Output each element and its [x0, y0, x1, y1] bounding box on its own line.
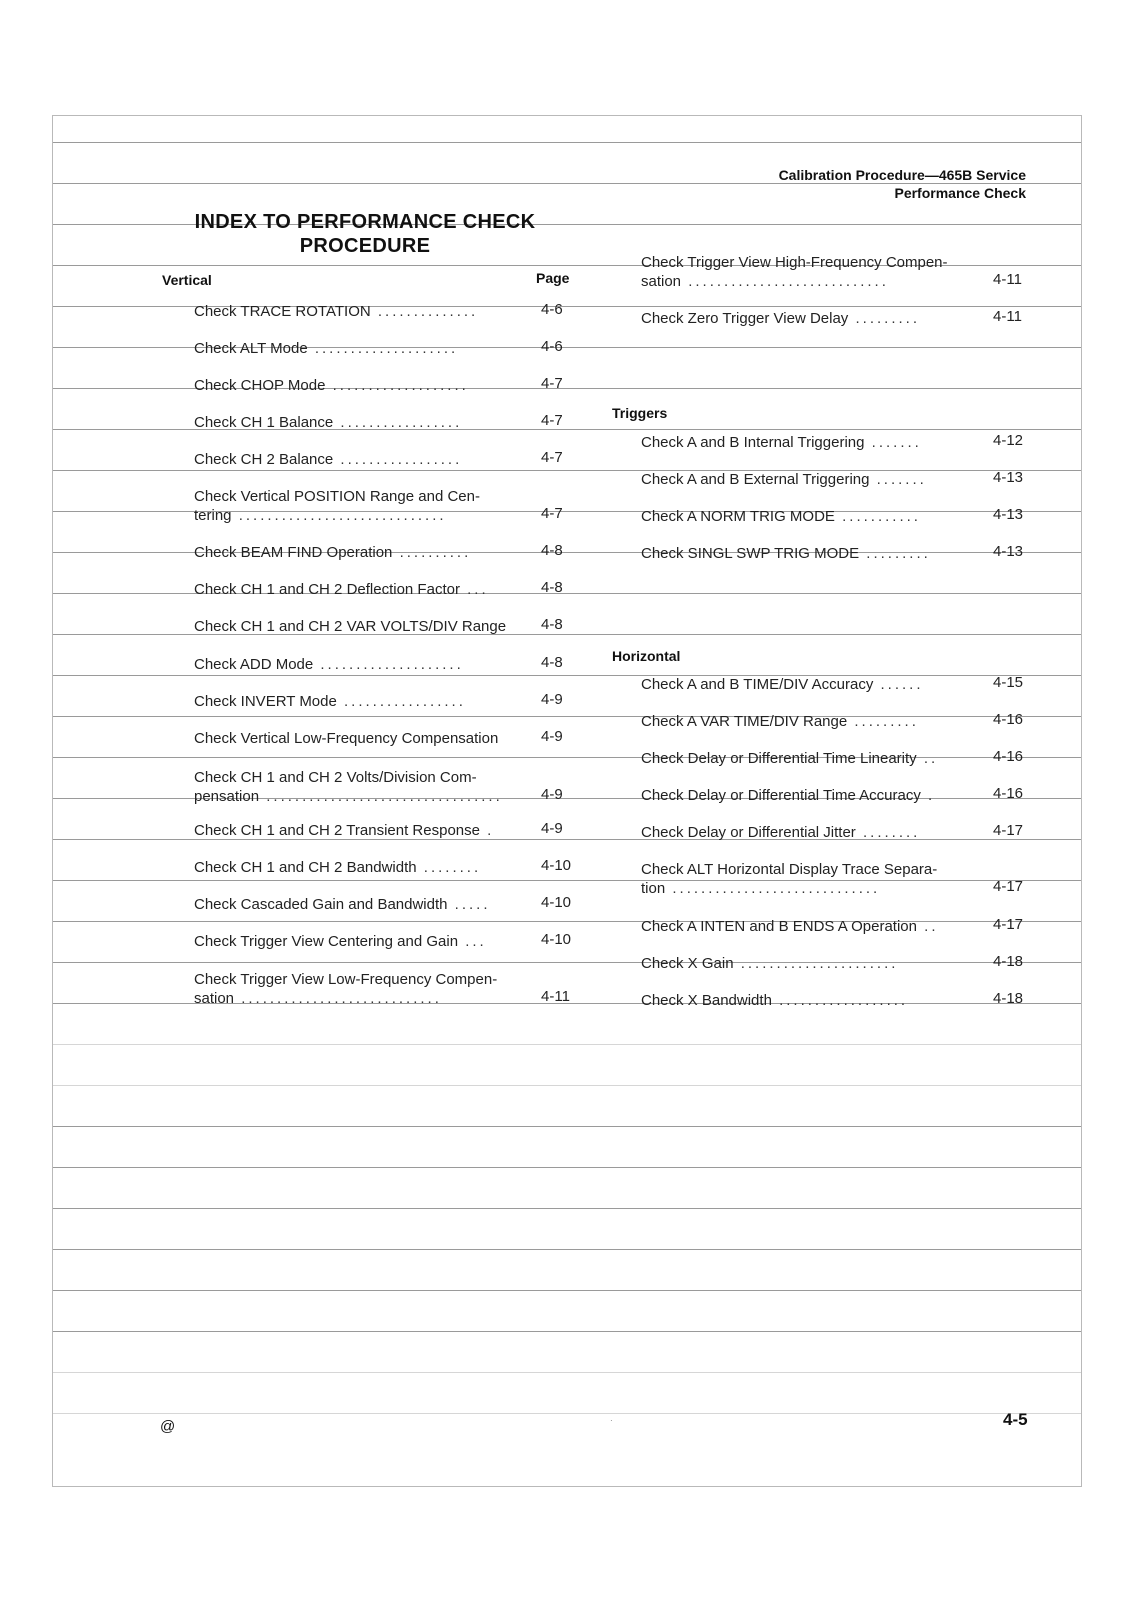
rule-line [53, 1290, 1081, 1291]
entry-text [194, 821, 530, 840]
entry-page: 4-8 [541, 654, 563, 671]
dot-leader: . [479, 822, 495, 839]
running-header-line1: Calibration Procedure—465B Service [778, 167, 1026, 183]
entry-text [194, 970, 530, 989]
entry-text [641, 544, 973, 563]
dot-leader: ............................. [231, 507, 447, 524]
entry-text [641, 309, 973, 328]
footer-mark: · [610, 1416, 613, 1425]
footer-symbol: @ [160, 1418, 176, 1435]
dot-leader: ......... [859, 545, 931, 562]
entry-page: 4-9 [541, 820, 563, 837]
entry-page: 4-11 [993, 308, 1022, 325]
rule-line [53, 1372, 1081, 1373]
entry-page: 4-10 [541, 931, 572, 948]
entry-page: 4-11 [541, 988, 570, 1005]
entry-text [194, 692, 530, 711]
entry-title: Check A and B Internal Triggering [641, 434, 865, 451]
entry-page: 4-10 [541, 857, 572, 874]
dot-leader: ......... [847, 713, 919, 730]
section-heading-horizontal: Horizontal [612, 648, 681, 664]
entry-title: Check CH 1 and CH 2 Transient Response [194, 822, 480, 839]
dot-leader: ... [459, 581, 489, 598]
entry-title: Check Trigger View Centering and Gain [194, 933, 459, 950]
section-heading-triggers: Triggers [612, 405, 668, 421]
dot-leader: .. [916, 918, 939, 935]
entry-title: Check A and B External Triggering [641, 471, 870, 488]
dot-leader: ............................ [234, 990, 442, 1007]
entry-text [641, 954, 973, 973]
entry-text-continuation [194, 989, 530, 1008]
entry-text [641, 507, 973, 526]
entry-page: 4-9 [541, 691, 563, 708]
entry-page: 4-10 [541, 894, 572, 911]
entry-page: 4-15 [993, 674, 1024, 691]
entry-title: Check A INTEN and B ENDS A Operation [641, 918, 917, 935]
entry-page: 4-18 [993, 990, 1024, 1007]
dot-leader: ......... [848, 310, 920, 327]
entry-title: Check CH 1 and CH 2 Volts/Division Com- [194, 769, 477, 786]
page-column-heading: Page [536, 270, 570, 286]
entry-title: Check A NORM TRIG MODE [641, 508, 835, 525]
entry-text [641, 433, 973, 452]
dot-leader: ............................ [681, 273, 889, 290]
entry-page: 4-6 [541, 301, 563, 318]
entry-page: 4-11 [993, 271, 1022, 288]
entry-text [641, 749, 973, 768]
entry-text [194, 895, 530, 914]
entry-title: Check Trigger View Low-Frequency Compen- [194, 971, 498, 988]
dot-leader: .. [916, 750, 939, 767]
dot-leader: ............................. [665, 880, 881, 897]
entry-text [194, 413, 530, 432]
dot-leader: ...... [873, 676, 924, 693]
entry-text-continuation [194, 787, 530, 806]
entry-text [194, 339, 530, 358]
entry-page: 4-7 [541, 412, 563, 429]
rule-line [53, 1085, 1081, 1086]
dot-leader: .............. [370, 303, 479, 320]
entry-title-continuation: pensation [194, 788, 260, 805]
entry-title-continuation: sation [194, 990, 235, 1007]
entry-text [194, 450, 530, 469]
entry-page: 4-13 [993, 543, 1024, 560]
entry-text-continuation [641, 879, 973, 898]
dot-leader: .................... [313, 656, 464, 673]
dot-leader: ................... [325, 377, 469, 394]
entry-page: 4-13 [993, 469, 1024, 486]
entry-title: Check CH 2 Balance [194, 451, 334, 468]
entry-title: Check INVERT Mode [194, 693, 337, 710]
entry-page: 4-17 [993, 822, 1024, 839]
entry-text [641, 786, 973, 805]
entry-text [641, 917, 973, 936]
entry-title-continuation: tering [194, 507, 232, 524]
entry-page: 4-7 [541, 375, 563, 392]
dot-leader: ....... [869, 471, 927, 488]
dot-leader: ................. [333, 451, 463, 468]
page-number: 4-5 [1003, 1410, 1028, 1429]
entry-page: 4-17 [993, 878, 1024, 895]
dot-leader: ..... [447, 896, 491, 913]
entry-page: 4-8 [541, 579, 563, 596]
dot-leader: ................. [336, 693, 466, 710]
entry-title: Check A and B TIME/DIV Accuracy [641, 676, 874, 693]
entry-title: Check CH 1 Balance [194, 414, 334, 431]
entry-page: 4-8 [541, 542, 563, 559]
entry-text [194, 617, 530, 636]
dot-leader: ........... [834, 508, 921, 525]
entry-title: Check X Gain [641, 955, 734, 972]
entry-text [641, 991, 973, 1010]
entry-text [194, 376, 530, 395]
rule-line [53, 1167, 1081, 1168]
running-header-line2: Performance Check [894, 185, 1026, 201]
entry-title: Check X Bandwidth [641, 992, 772, 1009]
entry-text [194, 768, 530, 787]
entry-page: 4-12 [993, 432, 1024, 449]
entry-text [641, 823, 973, 842]
dot-leader: ................. [333, 414, 463, 431]
entry-page: 4-9 [541, 728, 563, 745]
entry-title: Check Cascaded Gain and Bandwidth [194, 896, 448, 913]
entry-page: 4-16 [993, 711, 1024, 728]
entry-page: 4-7 [541, 449, 563, 466]
entry-page: 4-17 [993, 916, 1024, 933]
dot-leader: ...................... [733, 955, 899, 972]
entry-title: Check Delay or Differential Time Linearity [641, 750, 917, 767]
entry-title: Check TRACE ROTATION [194, 303, 371, 320]
entry-title: Check CH 1 and CH 2 VAR VOLTS/DIV Range [194, 618, 507, 635]
entry-title: Check CHOP Mode [194, 377, 326, 394]
dot-leader: .......... [392, 544, 472, 561]
page-title [160, 210, 570, 258]
rule-line [53, 1126, 1081, 1127]
entry-text [194, 302, 530, 321]
dot-leader: ........ [855, 824, 921, 841]
entry-title: Check ALT Horizontal Display Trace Separa- [641, 861, 938, 878]
entry-page: 4-6 [541, 338, 563, 355]
dot-leader: ........ [416, 859, 482, 876]
page-title-line1: INDEX TO PERFORMANCE CHECK [194, 211, 536, 233]
entry-title: Check BEAM FIND Operation [194, 544, 393, 561]
entry-text [194, 580, 530, 599]
rule-line [53, 1331, 1081, 1332]
entry-page: 4-13 [993, 506, 1024, 523]
rule-line [53, 1208, 1081, 1209]
entry-text [194, 932, 530, 951]
rule-line [53, 1249, 1081, 1250]
entry-page: 4-16 [993, 785, 1024, 802]
entry-text [194, 487, 530, 506]
rule-line [53, 142, 1081, 143]
entry-text [641, 675, 973, 694]
entry-text [194, 543, 530, 562]
running-header [779, 166, 1026, 202]
entry-text [194, 858, 530, 877]
entry-page: 4-9 [541, 786, 563, 803]
rule-line [53, 1044, 1081, 1045]
entry-text [641, 253, 973, 272]
entry-page: 4-8 [541, 616, 563, 633]
dot-leader: .................... [307, 340, 459, 357]
entry-title: Check A VAR TIME/DIV Range [641, 713, 848, 730]
entry-text [641, 860, 973, 879]
entry-page: 4-16 [993, 748, 1024, 765]
entry-title: Check CH 1 and CH 2 Bandwidth [194, 859, 417, 876]
dot-leader: ................................. [259, 788, 503, 805]
entry-title: Check ADD Mode [194, 656, 314, 673]
entry-text [194, 655, 530, 674]
entry-title: Check Delay or Differential Jitter [641, 824, 856, 841]
entry-text-continuation [194, 506, 530, 525]
entry-title-continuation: tion [641, 880, 666, 897]
entry-title: Check Zero Trigger View Delay [641, 310, 849, 327]
entry-page: 4-18 [993, 953, 1024, 970]
dot-leader: .................. [771, 992, 909, 1009]
dot-leader: ....... [864, 434, 922, 451]
entry-page: 4-7 [541, 505, 563, 522]
entry-text-continuation [641, 272, 973, 291]
entry-title: Check Vertical POSITION Range and Cen- [194, 488, 480, 505]
entry-title: Check Trigger View High-Frequency Compen- [641, 254, 948, 271]
rule-line [53, 1413, 1081, 1414]
entry-title-continuation: sation [641, 273, 682, 290]
entry-text [641, 470, 973, 489]
entry-title: Check Vertical Low-Frequency Compensation [194, 730, 499, 747]
dot-leader: ... [458, 933, 487, 950]
entry-title: Check SINGL SWP TRIG MODE [641, 545, 860, 562]
entry-title: Check CH 1 and CH 2 Deflection Factor [194, 581, 460, 598]
entry-title: Check Delay or Differential Time Accuracy [641, 787, 921, 804]
entry-text [641, 712, 973, 731]
section-heading-vertical: Vertical [162, 272, 212, 288]
page-title-line2: PROCEDURE [299, 235, 431, 257]
dot-leader: . [920, 787, 936, 804]
entry-title: Check ALT Mode [194, 340, 308, 357]
entry-text [194, 729, 530, 748]
